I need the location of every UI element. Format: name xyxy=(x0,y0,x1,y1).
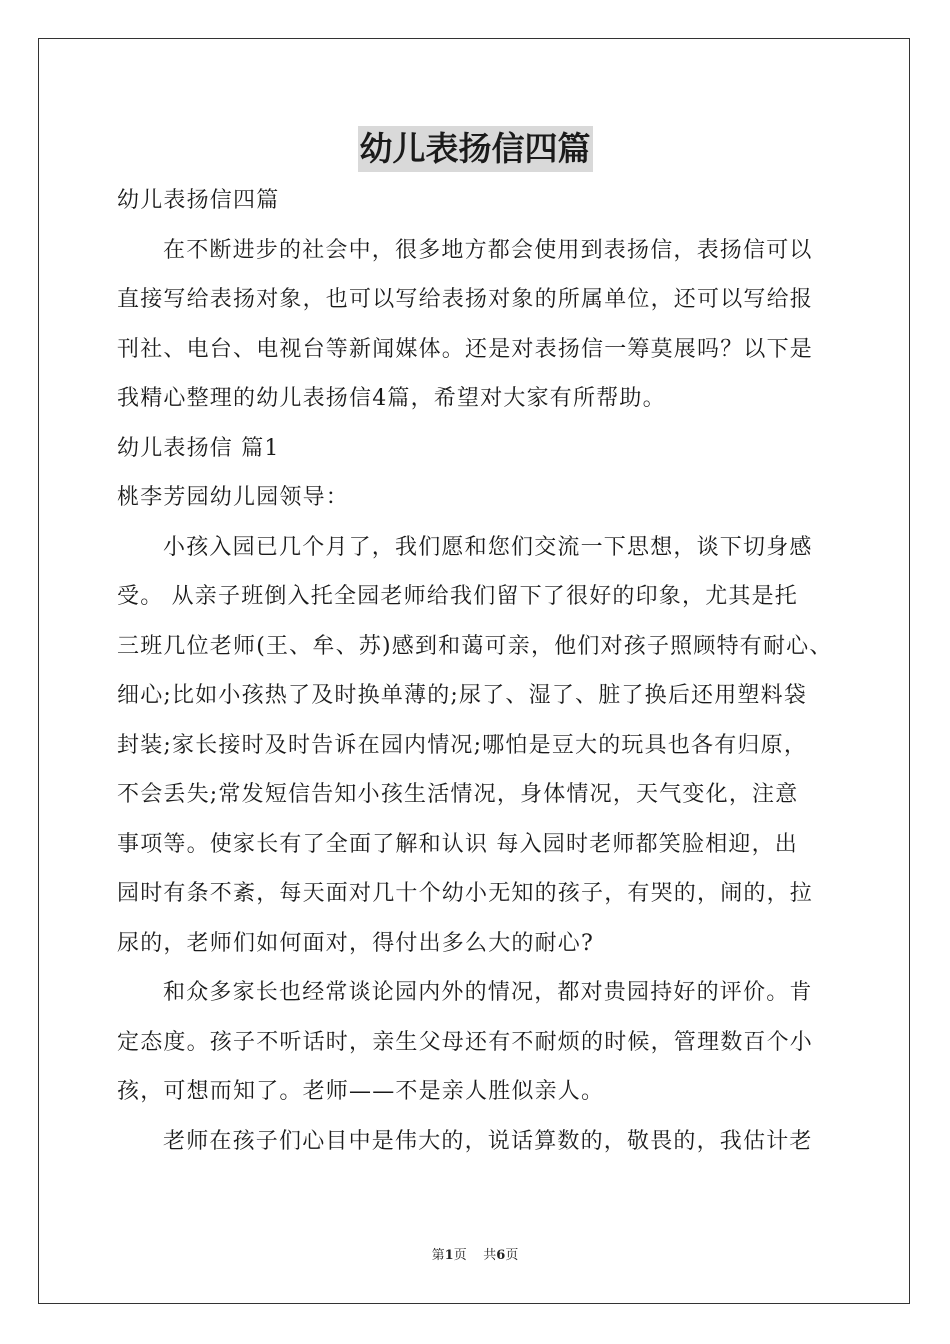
text-line: 尿的，老师们如何面对，得付出多么大的耐心? xyxy=(117,930,594,956)
text-line: 幼儿表扬信 篇1 xyxy=(117,435,280,461)
text-line: 桃李芳园幼儿园领导： xyxy=(117,485,350,510)
text-line: 刊社、电台、电视台等新闻媒体。还是对表扬信一筹莫展吗？以下是 xyxy=(117,336,814,362)
footer-total-pages: 6 xyxy=(496,1248,506,1263)
text-line: 定态度。孩子不听话时，亲生父母还有不耐烦的时候，管理数百个小 xyxy=(117,1029,814,1055)
text-line: 园时有条不紊，每天面对几十个幼小无知的孩子，有哭的，闹的，拉 xyxy=(117,881,814,906)
text-line: 和众多家长也经常谈论园内外的情况，都对贵园持好的评价。肯 xyxy=(163,980,813,1005)
text-line: 孩，可想而知了。老师——不是亲人胜似亲人。 xyxy=(117,1079,605,1104)
footer-page-number: 1 xyxy=(444,1248,454,1263)
title-container xyxy=(0,126,950,172)
text-line: 直接写给表扬对象，也可以写给表扬对象的所属单位，还可以写给报 xyxy=(117,287,814,312)
text-line: 事项等。使家长有了全面了解和认识 每入园时老师都笑脸相迎，出 xyxy=(117,831,798,857)
document-title: 幼儿表扬信四篇 xyxy=(358,126,593,172)
text-line: 幼儿表扬信四篇 xyxy=(117,188,280,213)
footer-page-prefix: 第 xyxy=(431,1248,445,1263)
text-line: 三班几位老师(王、牟、苏)感到和蔼可亲，他们对孩子照顾特有耐心、 xyxy=(117,633,833,659)
text-line: 封装;家长接时及时告诉在园内情况;哪怕是豆大的玩具也各有归原， xyxy=(117,732,808,758)
document-body xyxy=(117,176,837,1166)
page-footer xyxy=(0,1244,950,1263)
footer-total-prefix: 共 xyxy=(483,1248,497,1263)
text-line: 受。 从亲子班倒入托全园老师给我们留下了很好的印象，尤其是托 xyxy=(117,584,798,609)
text-line: 老师在孩子们心目中是伟大的，说话算数的，敬畏的，我估计老 xyxy=(163,1128,813,1154)
text-line: 在不断进步的社会中，很多地方都会使用到表扬信，表扬信可以 xyxy=(163,237,813,263)
footer-page-suffix: 页 xyxy=(453,1248,467,1263)
text-line: 我精心整理的幼儿表扬信4篇，希望对大家有所帮助。 xyxy=(117,386,666,411)
text-line: 细心;比如小孩热了及时换单薄的;尿了、湿了、脏了换后还用塑料袋 xyxy=(117,683,808,708)
text-line: 不会丢失;常发短信告知小孩生活情况，身体情况，天气变化，注意 xyxy=(117,782,799,807)
footer-total-suffix: 页 xyxy=(505,1248,519,1263)
text-line: 小孩入园已几个月了，我们愿和您们交流一下思想，谈下切身感 xyxy=(163,534,813,560)
